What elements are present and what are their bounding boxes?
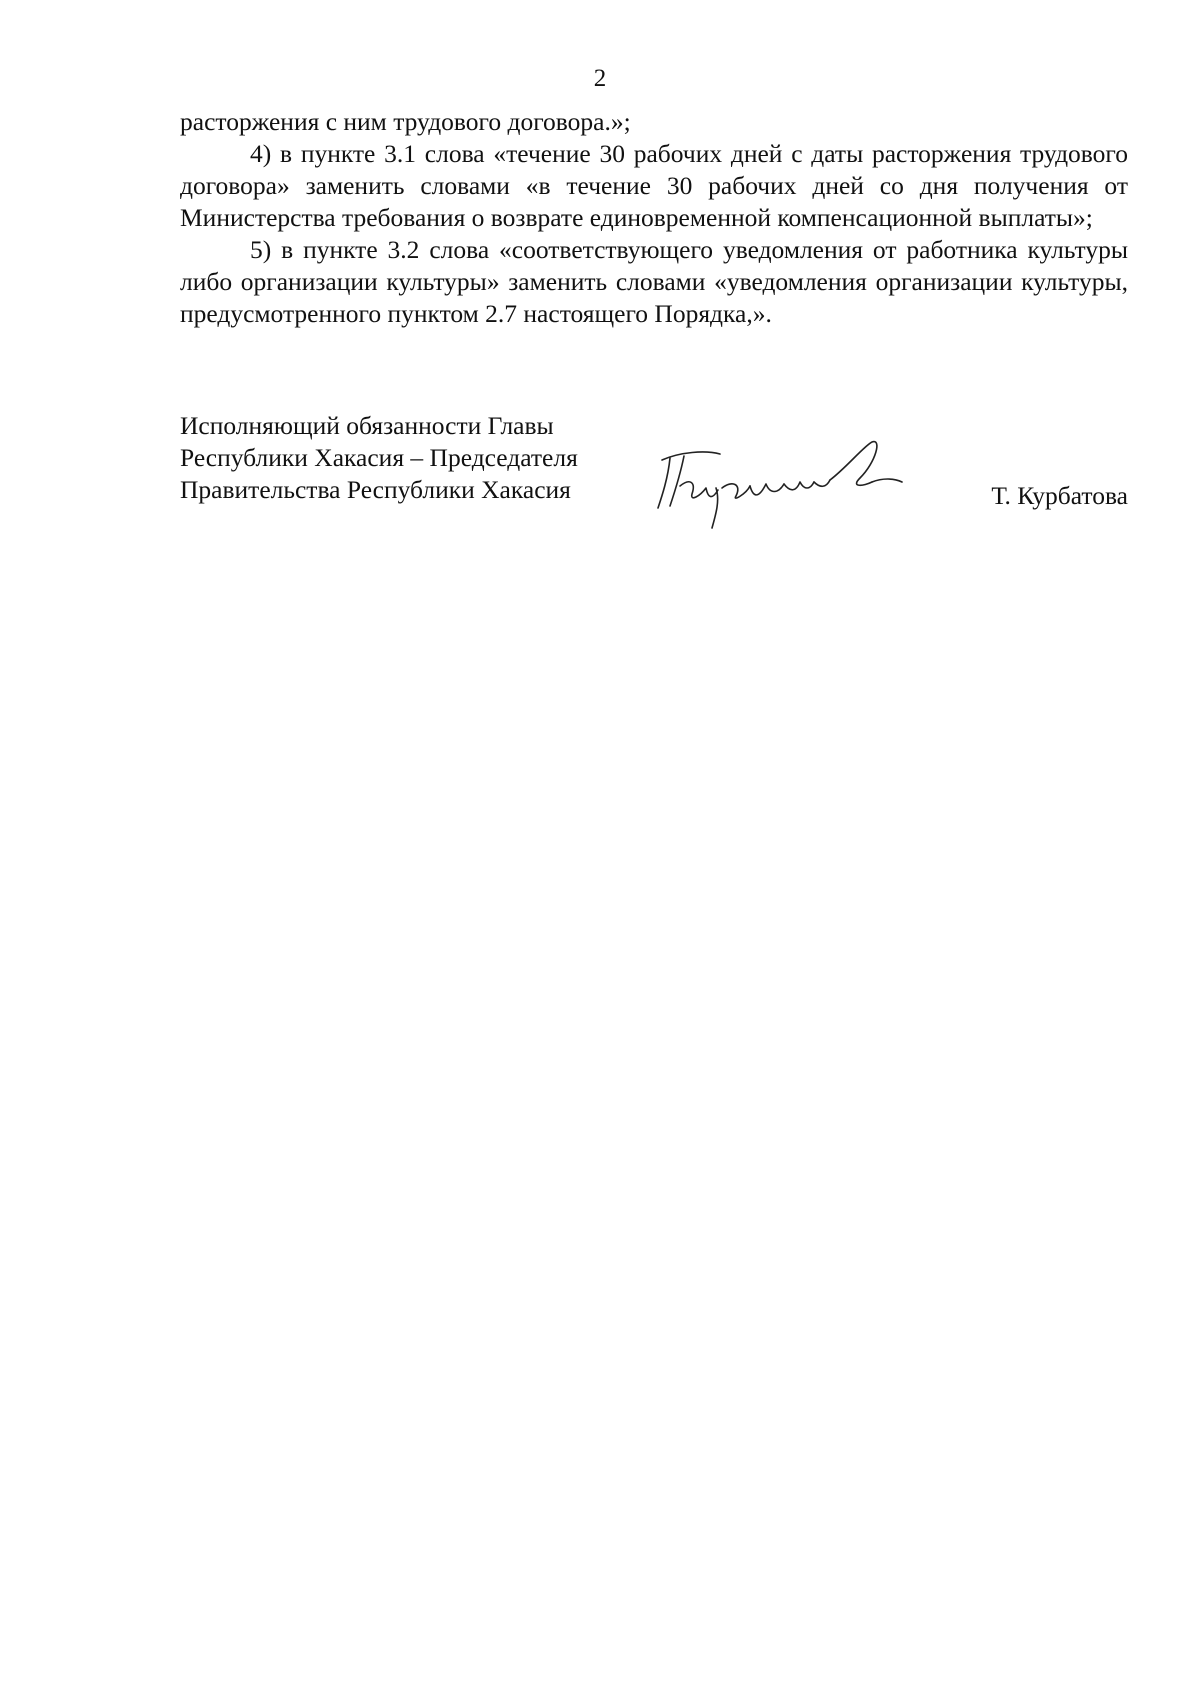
page-number: 2 <box>593 65 607 92</box>
position-line: Правительства Республики Хакасия <box>180 475 571 504</box>
position-line: Республики Хакасия – Председателя <box>180 443 578 472</box>
position-line: Исполняющий обязанности Главы <box>180 411 554 440</box>
paragraph-item-5: 5) в пункте 3.2 слова «соответствующего уведомления от работника культуры либо организации культуры» заменить словами «уведомления организации культуры, предусмотренного пунктом 2.7 настоящего Порядка,». <box>180 235 1128 328</box>
document-body <box>180 106 1128 330</box>
signer-name: Т. Курбатова <box>991 481 1128 510</box>
signatory-position <box>180 410 650 506</box>
handwritten-signature <box>650 438 910 538</box>
signature-block <box>180 410 1128 530</box>
paragraph-item-4: 4) в пункте 3.1 слова «течение 30 рабочих дней с даты расторжения трудового договора» заменить словами «в течение 30 рабочих дней со дня получения от Министерства требования о возврате единовременной компенсационной выплаты»; <box>180 139 1128 232</box>
paragraph-continuation: расторжения с ним трудового договора.»; <box>180 107 631 136</box>
